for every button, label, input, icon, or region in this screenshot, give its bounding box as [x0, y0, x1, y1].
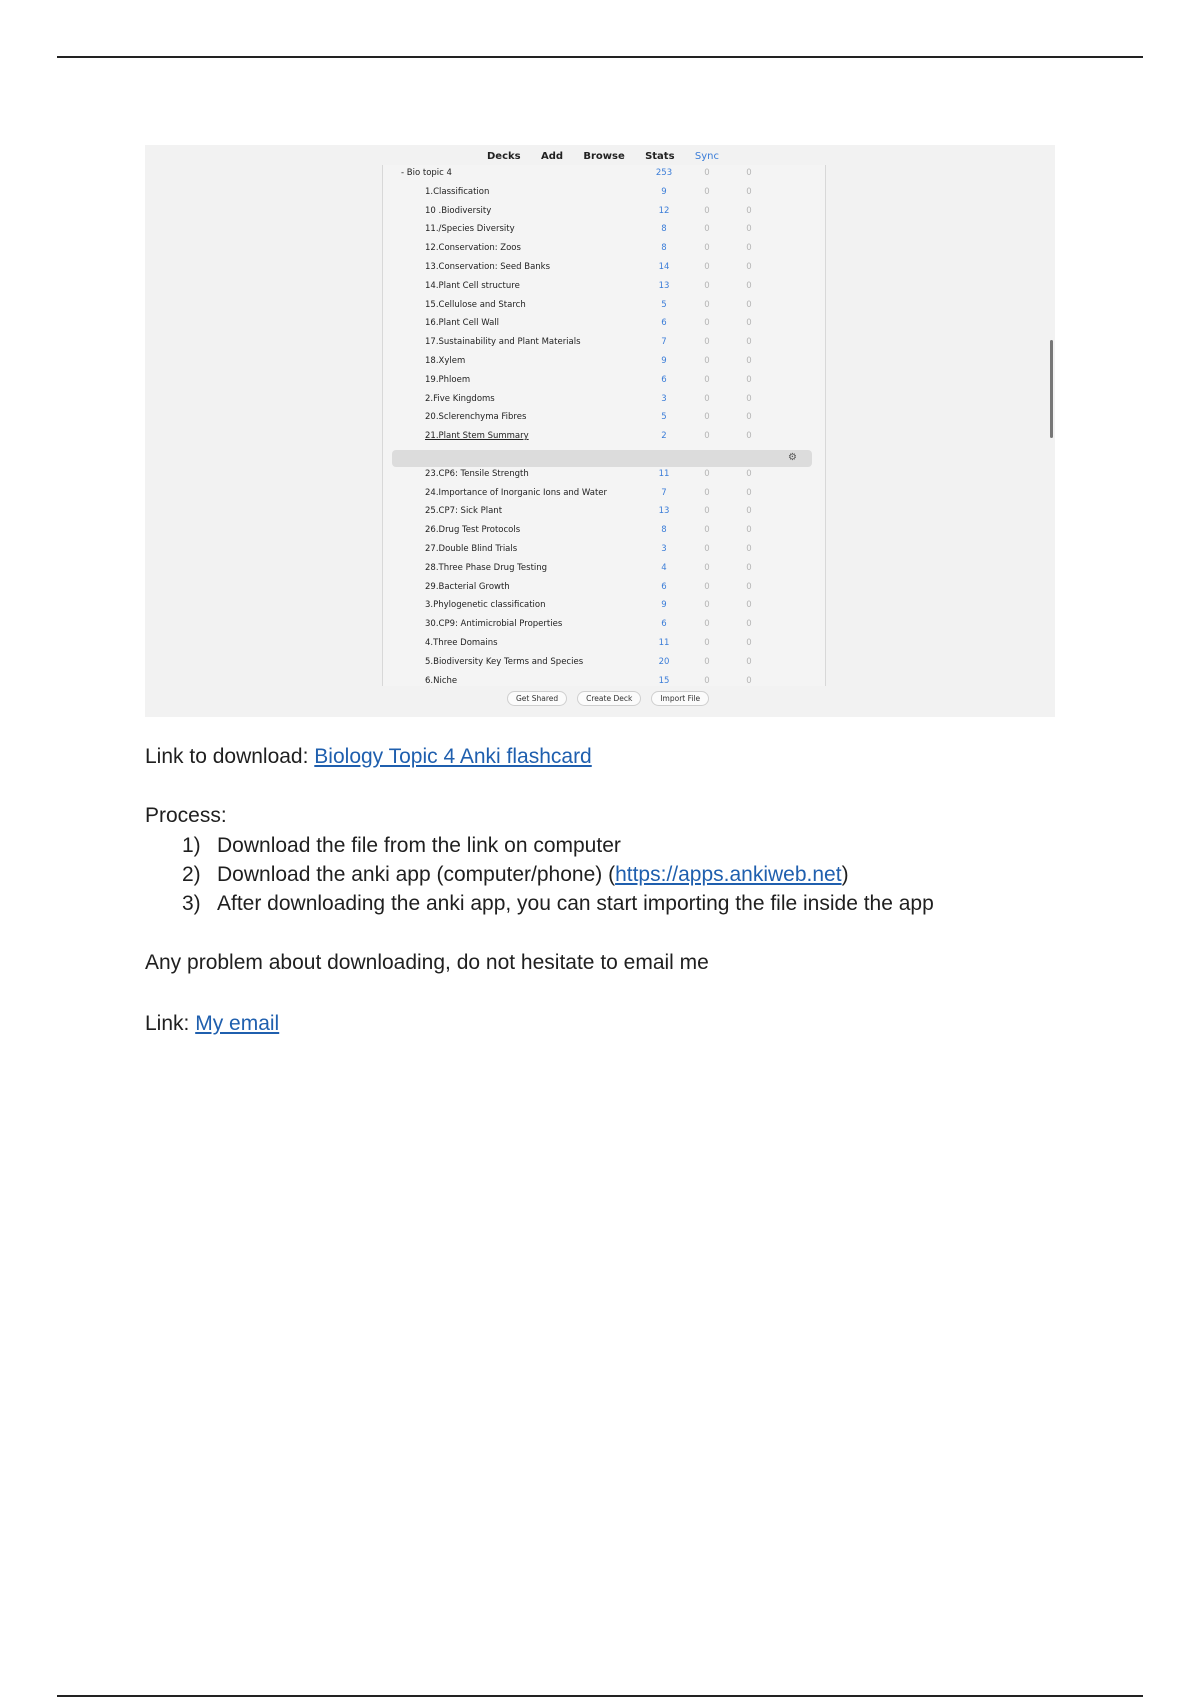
step-1-number: 1)	[182, 834, 201, 857]
deck-due-count: 0	[746, 525, 752, 536]
deck-due-count: 0	[746, 356, 752, 366]
toolbar-stats[interactable]: Stats	[645, 150, 675, 162]
deck-row-parent[interactable]	[383, 165, 825, 183]
download-label: Link to download:	[145, 745, 315, 768]
deck-row[interactable]	[383, 372, 825, 390]
deck-new-count: 11	[658, 638, 670, 648]
deck-name[interactable]: 24.Importance of Inorganic Ions and Water	[425, 487, 608, 498]
deck-new-count: 6	[661, 619, 667, 630]
deck-due-count: 0	[746, 374, 752, 385]
deck-name[interactable]: 10 .Biodiversity	[425, 205, 492, 216]
deck-name[interactable]: - Bio topic 4	[401, 168, 452, 178]
deck-due-count: 0	[746, 675, 752, 686]
deck-due-count: 0	[746, 224, 752, 235]
deck-learn-count: 0	[704, 487, 710, 498]
deck-due-count: 0	[746, 581, 752, 592]
deck-row[interactable]	[383, 184, 825, 202]
deck-new-count: 6	[661, 581, 667, 592]
deck-due-count: 0	[746, 544, 752, 554]
deck-name[interactable]: 30.CP9: Antimicrobial Properties	[425, 619, 563, 630]
deck-name[interactable]: 26.Drug Test Protocols	[425, 525, 521, 536]
deck-learn-count: 0	[704, 168, 710, 178]
deck-name[interactable]: 15.Cellulose and Starch	[425, 299, 526, 310]
anki-toolbar	[487, 147, 719, 165]
deck-learn-count: 0	[704, 374, 710, 385]
deck-learn-count: 0	[704, 431, 710, 442]
download-line	[145, 745, 592, 769]
deck-name[interactable]: 25.CP7: Sick Plant	[425, 506, 503, 517]
deck-new-count: 11	[658, 468, 670, 479]
deck-name[interactable]: 5.Biodiversity Key Terms and Species	[425, 656, 584, 667]
footer-rule	[57, 1695, 1143, 1697]
deck-name[interactable]: 4.Three Domains	[425, 638, 498, 648]
deck-new-count: 8	[661, 525, 667, 536]
deck-learn-count: 0	[704, 186, 710, 197]
scrollbar[interactable]	[1050, 340, 1053, 438]
deck-name[interactable]: 2.Five Kingdoms	[425, 393, 495, 404]
header-rule	[57, 56, 1143, 58]
deck-learn-count: 0	[704, 619, 710, 630]
deck-row[interactable]	[383, 560, 825, 578]
deck-learn-count: 0	[704, 224, 710, 235]
deck-name[interactable]: 6.Niche	[425, 675, 458, 686]
deck-due-count: 0	[746, 619, 752, 630]
deck-name[interactable]: 3.Phylogenetic classification	[425, 600, 546, 611]
deck-due-count: 0	[746, 468, 752, 479]
anki-screenshot	[145, 145, 1055, 717]
deck-due-count: 0	[746, 262, 752, 272]
deck-name[interactable]: 1.Classification	[425, 186, 490, 197]
deck-new-count: 4	[661, 562, 667, 573]
deck-row[interactable]	[383, 353, 825, 371]
deck-row[interactable]	[383, 391, 825, 409]
step-2-text-before: Download the anki app (computer/phone) (	[217, 863, 616, 886]
deck-name[interactable]: 21.Plant Stem Summary	[425, 431, 529, 442]
deck-name[interactable]: 29.Bacterial Growth	[425, 581, 510, 592]
deck-row[interactable]	[383, 673, 825, 691]
deck-row[interactable]	[383, 597, 825, 615]
deck-learn-count: 0	[704, 393, 710, 404]
toolbar-add[interactable]: Add	[540, 150, 564, 162]
step-2-text-after: )	[841, 863, 849, 886]
deck-new-count: 7	[661, 337, 667, 348]
deck-new-count: 12	[658, 205, 670, 216]
deck-row[interactable]	[383, 579, 825, 597]
deck-due-count: 0	[746, 412, 752, 423]
deck-learn-count: 0	[704, 412, 710, 423]
deck-new-count: 9	[661, 356, 667, 366]
deck-learn-count: 0	[704, 656, 710, 667]
deck-learn-count: 0	[704, 299, 710, 310]
deck-row[interactable]	[383, 635, 825, 653]
deck-new-count: 9	[661, 186, 667, 197]
deck-new-count: 8	[661, 224, 667, 235]
deck-new-count: 13	[658, 280, 670, 291]
deck-name[interactable]: 13.Conservation: Seed Banks	[425, 262, 551, 272]
download-link[interactable]: Biology Topic 4 Anki flashcard	[314, 745, 592, 768]
process-heading: Process:	[145, 804, 227, 827]
deck-learn-count: 0	[704, 262, 710, 272]
deck-due-count: 0	[746, 280, 752, 291]
deck-due-count: 0	[746, 337, 752, 348]
email-link[interactable]: My email	[195, 1012, 280, 1035]
deck-list	[382, 165, 826, 686]
deck-row[interactable]	[383, 541, 825, 559]
toolbar-decks[interactable]: Decks	[487, 150, 521, 162]
deck-due-count: 0	[746, 243, 752, 254]
deck-due-count: 0	[746, 299, 752, 310]
deck-due-count: 0	[746, 656, 752, 667]
deck-due-count: 0	[746, 205, 752, 216]
deck-row[interactable]	[383, 221, 825, 239]
email-label: Link:	[145, 1012, 196, 1035]
deck-row[interactable]	[383, 315, 825, 333]
deck-new-count: 253	[655, 168, 673, 178]
deck-name[interactable]: 20.Sclerenchyma Fibres	[425, 412, 527, 423]
deck-name[interactable]: 16.Plant Cell Wall	[425, 318, 500, 329]
deck-name[interactable]: 23.CP6: Tensile Strength	[425, 468, 529, 479]
deck-new-count: 5	[661, 299, 667, 310]
deck-name[interactable]: 11./Species Diversity	[425, 224, 515, 235]
create-deck-button[interactable]: Create Deck	[577, 691, 641, 706]
deck-learn-count: 0	[704, 337, 710, 348]
deck-name[interactable]: 28.Three Phase Drug Testing	[425, 562, 548, 573]
deck-learn-count: 0	[704, 243, 710, 254]
deck-row[interactable]	[383, 522, 825, 540]
deck-learn-count: 0	[704, 468, 710, 479]
deck-due-count: 0	[746, 393, 752, 404]
problem-note: Any problem about downloading, do not hesitate to email me	[145, 951, 709, 974]
email-line	[145, 1012, 279, 1036]
import-file-button[interactable]: Import File	[651, 691, 709, 706]
deck-learn-count: 0	[704, 205, 710, 216]
deck-new-count: 9	[661, 600, 667, 611]
deck-name[interactable]: 17.Sustainability and Plant Materials	[425, 337, 581, 348]
deck-learn-count: 0	[704, 544, 710, 554]
deck-learn-count: 0	[704, 581, 710, 592]
deck-row[interactable]	[383, 334, 825, 352]
deck-due-count: 0	[746, 431, 752, 442]
deck-new-count: 5	[661, 412, 667, 423]
deck-actions	[507, 691, 709, 706]
step-3-number: 3)	[182, 892, 201, 915]
deck-due-count: 0	[746, 168, 752, 178]
deck-row[interactable]	[383, 240, 825, 258]
step-3-text: After downloading the anki app, you can start importing the file inside the app	[217, 892, 934, 915]
deck-new-count: 15	[658, 675, 670, 686]
deck-name[interactable]: 19.Phloem	[425, 374, 471, 385]
deck-new-count: 14	[658, 262, 670, 272]
deck-learn-count: 0	[704, 675, 710, 686]
deck-new-count: 6	[661, 318, 667, 329]
deck-learn-count: 0	[704, 525, 710, 536]
deck-new-count: 8	[661, 243, 667, 254]
step-1-text: Download the file from the link on computer	[217, 834, 621, 857]
deck-row[interactable]	[383, 466, 825, 484]
deck-row[interactable]	[383, 616, 825, 634]
deck-due-count: 0	[746, 638, 752, 648]
toolbar-browse[interactable]: Browse	[583, 150, 625, 162]
deck-row[interactable]	[383, 428, 825, 446]
deck-new-count: 13	[658, 506, 670, 517]
deck-row[interactable]	[383, 654, 825, 672]
deck-due-count: 0	[746, 562, 752, 573]
deck-name[interactable]: 14.Plant Cell structure	[425, 280, 520, 291]
deck-name[interactable]: 12.Conservation: Zoos	[425, 243, 521, 254]
deck-new-count: 6	[661, 374, 667, 385]
deck-row-selected-highlight	[392, 450, 812, 467]
deck-row[interactable]	[383, 278, 825, 296]
deck-learn-count: 0	[704, 318, 710, 329]
deck-new-count: 3	[661, 393, 667, 404]
deck-new-count: 3	[661, 544, 667, 554]
deck-learn-count: 0	[704, 600, 710, 611]
deck-options-gear-icon[interactable]: ⚙	[788, 452, 797, 464]
deck-learn-count: 0	[704, 562, 710, 573]
deck-name[interactable]: 18.Xylem	[425, 356, 466, 366]
deck-row[interactable]	[383, 297, 825, 315]
deck-new-count: 7	[661, 487, 667, 498]
deck-due-count: 0	[746, 506, 752, 517]
deck-new-count: 2	[661, 431, 667, 442]
deck-due-count: 0	[746, 600, 752, 611]
deck-learn-count: 0	[704, 356, 710, 366]
deck-due-count: 0	[746, 186, 752, 197]
deck-name[interactable]: 27.Double Blind Trials	[425, 544, 518, 554]
deck-due-count: 0	[746, 487, 752, 498]
deck-learn-count: 0	[704, 638, 710, 648]
ankiweb-link[interactable]: https://apps.ankiweb.net	[615, 863, 842, 886]
deck-row[interactable]	[383, 259, 825, 277]
deck-row[interactable]	[383, 485, 825, 503]
get-shared-button[interactable]: Get Shared	[507, 691, 567, 706]
step-2-text	[217, 863, 849, 887]
deck-row[interactable]	[383, 203, 825, 221]
deck-row[interactable]	[383, 503, 825, 521]
deck-learn-count: 0	[704, 280, 710, 291]
step-2-number: 2)	[182, 863, 201, 886]
deck-new-count: 20	[658, 656, 670, 667]
deck-row[interactable]	[383, 409, 825, 427]
toolbar-sync[interactable]: Sync	[694, 150, 719, 162]
deck-due-count: 0	[746, 318, 752, 329]
deck-learn-count: 0	[704, 506, 710, 517]
